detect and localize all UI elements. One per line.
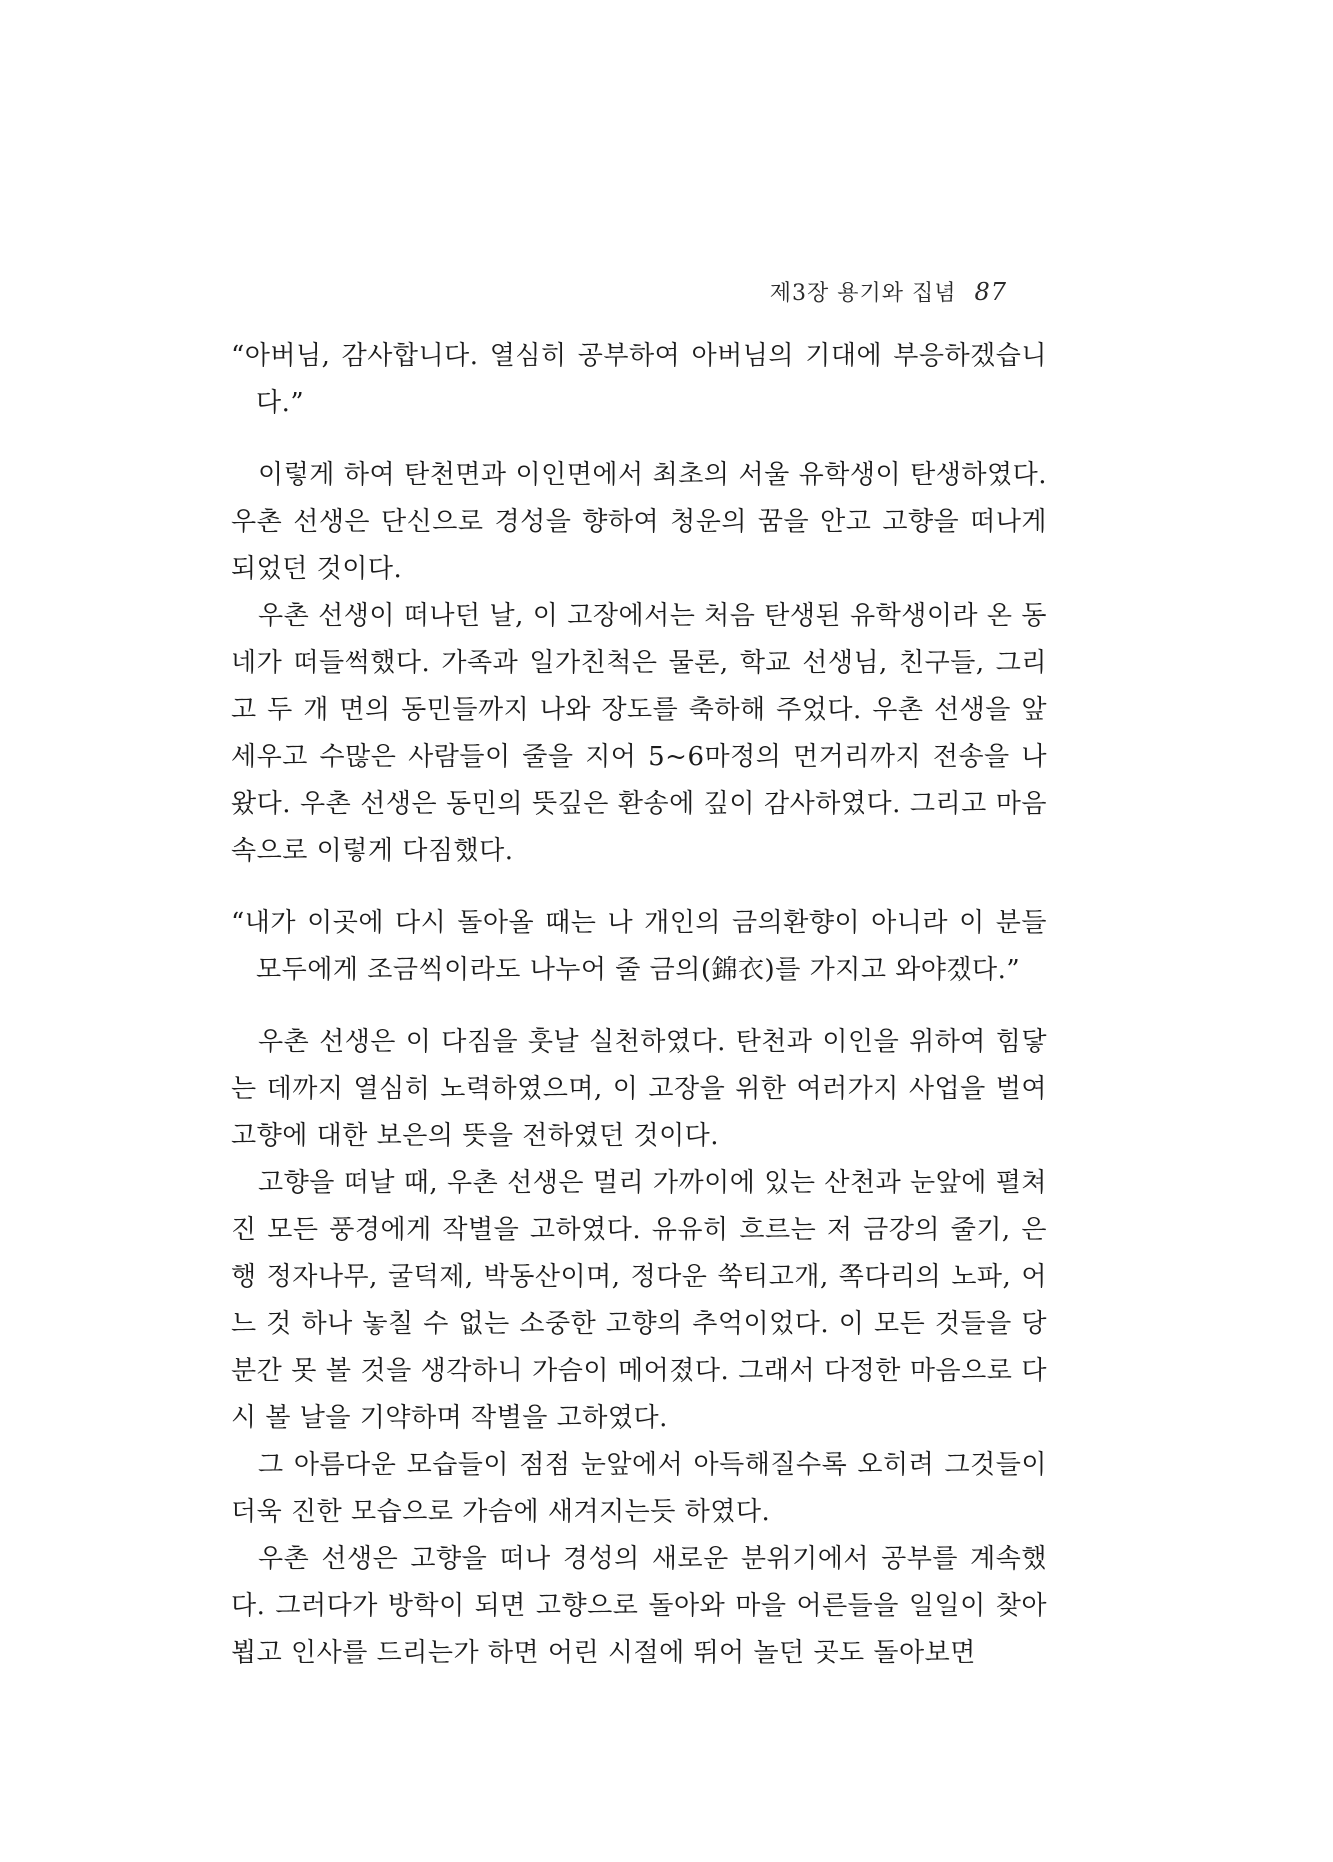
paragraph: 우촌 선생은 이 다짐을 훗날 실천하였다. 탄천과 이인을 위하여 힘닿는 데까지 열심히 노력하였으며, 이 고장을 위한 여러가지 사업을 벌여 고향에 대한 보은의 뜻을 전하였던 것이다. — [231, 1027, 1047, 1151]
quote-paragraph: “아버님, 감사합니다. 열심히 공부하여 아버님의 기대에 부응하겠습니다.” — [231, 341, 1047, 418]
page-number: 87 — [974, 278, 1007, 306]
body-text — [231, 333, 1047, 1677]
paragraph: 고향을 떠날 때, 우촌 선생은 멀리 가까이에 있는 산천과 눈앞에 펼쳐진 모든 풍경에게 작별을 고하였다. 유유히 흐르는 저 금강의 줄기, 은행 정자나무, 굴덕제, 박동산이며, 정다운 쑥티고개, 쪽다리의 노파, 어느 것 하나 놓칠 수 없는 소중한 고향의 추억이었다. 이 모든 것들을 당분간 못 볼 것을 생각하니 가슴이 메어졌다. 그래서 다정한 마음으로 다시 볼 날을 기약하며 작별을 고하였다. — [231, 1168, 1047, 1433]
paragraph: 우촌 선생은 고향을 떠나 경성의 새로운 분위기에서 공부를 계속했다. 그러다가 방학이 되면 고향으로 돌아와 마을 어른들을 일일이 찾아 뵙고 인사를 드리는가 하면 어린 시절에 뛰어 놀던 곳도 돌아보면 — [231, 1544, 1047, 1668]
paragraph: 그 아름다운 모습들이 점점 눈앞에서 아득해질수록 오히려 그것들이 더욱 진한 모습으로 가슴에 새겨지는듯 하였다. — [231, 1450, 1047, 1527]
quote-paragraph: “내가 이곳에 다시 돌아올 때는 나 개인의 금의환향이 아니라 이 분들 모두에게 조금씩이라도 나누어 줄 금의(錦衣)를 가지고 와야겠다.” — [231, 908, 1047, 985]
paragraph: 우촌 선생이 떠나던 날, 이 고장에서는 처음 탄생된 유학생이라 온 동네가 떠들썩했다. 가족과 일가친척은 물론, 학교 선생님, 친구들, 그리고 두 개 면의 동민들까지 나와 장도를 축하해 주었다. 우촌 선생을 앞세우고 수많은 사람들이 줄을 지어 5~6마정의 먼거리까지 전송을 나왔다. 우촌 선생은 동민의 뜻깊은 환송에 깊이 감사하였다. 그리고 마음 속으로 이렇게 다짐했다. — [231, 601, 1047, 866]
chapter-title: 제3장 용기와 집념 — [769, 281, 957, 306]
paragraph: 이렇게 하여 탄천면과 이인면에서 최초의 서울 유학생이 탄생하였다. 우촌 선생은 단신으로 경성을 향하여 청운의 꿈을 안고 고향을 떠나게 되었던 것이다. — [231, 460, 1047, 584]
running-header — [770, 276, 1007, 307]
